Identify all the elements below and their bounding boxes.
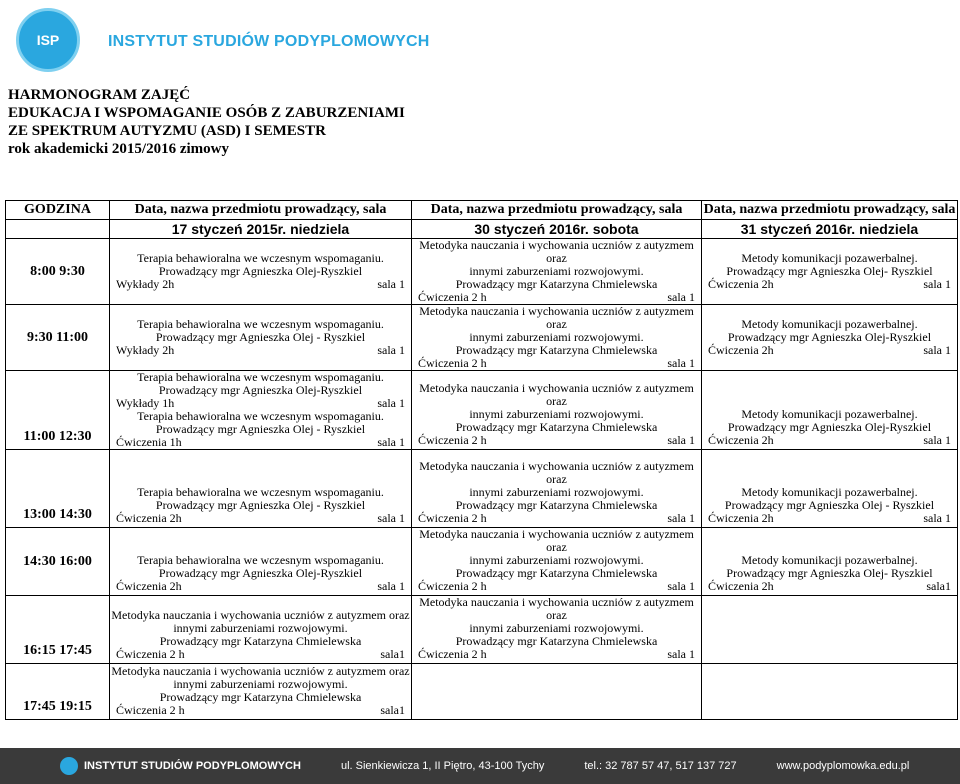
time-cell: 17:45 19:15: [6, 664, 110, 720]
session-cell: Metodyka nauczania i wychowania uczniów z autyzmem oraz innymi zaburzeniami rozwojowymi. Prowadzący mgr Katarzyna Chmielewska Ćwiczenia 2 h sala 1: [412, 239, 702, 305]
session-cell: Metodyka nauczania i wychowania uczniów z autyzmem oraz innymi zaburzeniami rozwojowymi. Prowadzący mgr Katarzyna Chmielewska Ćwiczenia 2 h sala 1: [412, 450, 702, 528]
session-cell: Terapia behawioralna we wczesnym wspomaganiu. Prowadzący mgr Agnieszka Olej-Ryszkiel Wykłady 1h sala 1 Terapia behawioralna we wczesnym wspomaganiu. Prowadzący mgr Agnieszka Olej - Ryszkiel Ćwiczenia 1h sala 1: [110, 371, 412, 450]
session-cell: Metody komunikacji pozawerbalnej. Prowadzący mgr Agnieszka Olej- Ryszkiel Ćwiczenia 2h sala 1: [702, 239, 958, 305]
footer-brand: INSTYTUT STUDIÓW PODYPLOMOWYCH: [84, 760, 301, 772]
session-cell-empty: [702, 596, 958, 664]
date-3: 31 styczeń 2016r. niedziela: [702, 220, 958, 239]
title-line-1: HARMONOGRAM ZAJĘĆ: [8, 87, 191, 103]
title-line-4: rok akademicki 2015/2016 zimowy: [8, 141, 229, 157]
table-row: [6, 528, 958, 596]
session-cell: Metody komunikacji pozawerbalnej. Prowadzący mgr Agnieszka Olej- Ryszkiel Ćwiczenia 2h sala1: [702, 528, 958, 596]
time-cell: 9:30 11:00: [6, 305, 110, 371]
session-cell: Metodyka nauczania i wychowania uczniów z autyzmem oraz innymi zaburzeniami rozwojowymi. Prowadzący mgr Katarzyna Chmielewska Ćwiczenia 2 h sala 1: [412, 596, 702, 664]
time-cell: 11:00 12:30: [6, 371, 110, 450]
header-col-1: Data, nazwa przedmiotu prowadzący, sala: [110, 201, 412, 220]
session-cell: Metodyka nauczania i wychowania uczniów z autyzmem oraz innymi zaburzeniami rozwojowymi. Prowadzący mgr Katarzyna Chmielewska Ćwiczenia 2 h sala 1: [412, 528, 702, 596]
header-col-3: Data, nazwa przedmiotu prowadzący, sala: [702, 201, 958, 220]
dates-row: [6, 220, 958, 239]
schedule-table: [5, 200, 958, 720]
logo-label: ISP: [36, 32, 60, 48]
session-cell: Metody komunikacji pozawerbalnej. Prowadzący mgr Agnieszka Olej-Ryszkiel Ćwiczenia 2h sala 1: [702, 305, 958, 371]
footer-web[interactable]: www.podyplomowka.edu.pl: [776, 760, 910, 772]
header: [0, 0, 960, 80]
table-header-row: [6, 201, 958, 220]
session-cell-empty: [412, 664, 702, 720]
time-cell: 14:30 16:00: [6, 528, 110, 596]
table-row: [6, 664, 958, 720]
date-2: 30 styczeń 2016r. sobota: [412, 220, 702, 239]
session-cell: Metodyka nauczania i wychowania uczniów z autyzmem oraz innymi zaburzeniami rozwojowymi. Prowadzący mgr Katarzyna Chmielewska Ćwiczenia 2 h sala1: [110, 664, 412, 720]
session-cell-empty: [702, 664, 958, 720]
table-row: [6, 450, 958, 528]
date-1: 17 styczeń 2015r. niedziela: [110, 220, 412, 239]
session-cell: Terapia behawioralna we wczesnym wspomaganiu. Prowadzący mgr Agnieszka Olej - Ryszkiel Wykłady 2h sala 1: [110, 305, 412, 371]
session-cell: Terapia behawioralna we wczesnym wspomaganiu. Prowadzący mgr Agnieszka Olej-Ryszkiel Ćwiczenia 2h sala 1: [110, 528, 412, 596]
footer-logo-icon: [60, 757, 78, 775]
title-line-2: EDUKACJA I WSPOMAGANIE OSÓB Z ZABURZENIAMI: [8, 105, 405, 121]
time-cell: 16:15 17:45: [6, 596, 110, 664]
session-cell: Metody komunikacji pozawerbalnej. Prowadzący mgr Agnieszka Olej-Ryszkiel Ćwiczenia 2h sala 1: [702, 371, 958, 450]
brand-name: INSTYTUT STUDIÓW PODYPLOMOWYCH: [108, 33, 430, 50]
table-row: [6, 371, 958, 450]
date-empty: [6, 220, 110, 239]
header-time: GODZINA: [6, 201, 110, 220]
title-line-3: ZE SPEKTRUM AUTYZMU (ASD) I SEMESTR: [8, 123, 326, 139]
session-cell: Terapia behawioralna we wczesnym wspomaganiu. Prowadzący mgr Agnieszka Olej-Ryszkiel Wykłady 2h sala 1: [110, 239, 412, 305]
footer: [0, 748, 960, 784]
footer-address: ul. Sienkiewicza 1, II Piętro, 43-100 Tychy: [340, 760, 545, 772]
header-col-2: Data, nazwa przedmiotu prowadzący, sala: [412, 201, 702, 220]
logo-icon: [16, 8, 80, 72]
session-cell: Metodyka nauczania i wychowania uczniów z autyzmem oraz innymi zaburzeniami rozwojowymi. Prowadzący mgr Katarzyna Chmielewska Ćwiczenia 2 h sala 1: [412, 371, 702, 450]
session-cell: Metodyka nauczania i wychowania uczniów z autyzmem oraz innymi zaburzeniami rozwojowymi. Prowadzący mgr Katarzyna Chmielewska Ćwiczenia 2 h sala 1: [412, 305, 702, 371]
table-row: [6, 305, 958, 371]
table-row: [6, 239, 958, 305]
session-cell: Terapia behawioralna we wczesnym wspomaganiu. Prowadzący mgr Agnieszka Olej - Ryszkiel Ćwiczenia 2h sala 1: [110, 450, 412, 528]
session-cell: Metodyka nauczania i wychowania uczniów z autyzmem oraz innymi zaburzeniami rozwojowymi. Prowadzący mgr Katarzyna Chmielewska Ćwiczenia 2 h sala1: [110, 596, 412, 664]
footer-phone: tel.: 32 787 57 47, 517 137 727: [584, 760, 737, 772]
time-cell: 8:00 9:30: [6, 239, 110, 305]
session-cell: Metody komunikacji pozawerbalnej. Prowadzący mgr Agnieszka Olej - Ryszkiel Ćwiczenia 2h sala 1: [702, 450, 958, 528]
table-row: [6, 596, 958, 664]
document-title: [8, 86, 405, 158]
time-cell: 13:00 14:30: [6, 450, 110, 528]
